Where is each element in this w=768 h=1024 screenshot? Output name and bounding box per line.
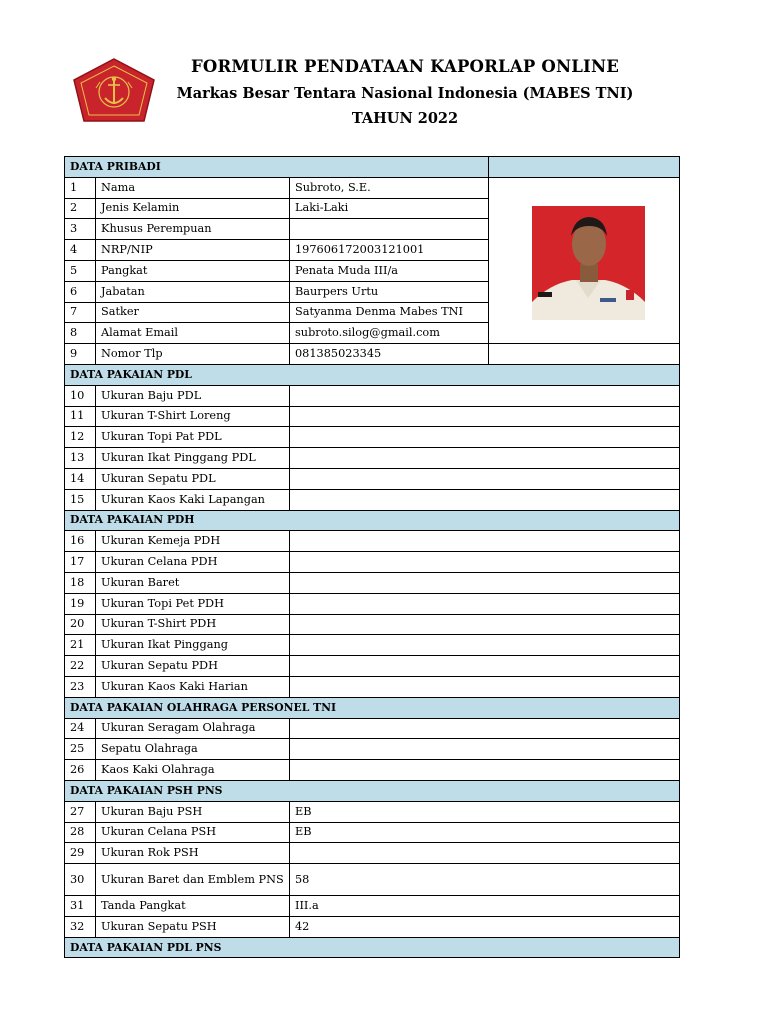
row-number: 9 [65, 344, 96, 365]
row-number: 28 [65, 822, 96, 843]
row-label: Alamat Email [96, 323, 290, 344]
row-value[interactable]: Baurpers Urtu [290, 281, 489, 302]
profile-photo [532, 206, 645, 320]
row-value[interactable] [290, 676, 680, 697]
row-value[interactable] [290, 448, 680, 469]
table-row [65, 593, 680, 614]
row-number: 22 [65, 656, 96, 677]
row-value[interactable]: Satyanma Denma Mabes TNI [290, 302, 489, 323]
row-value[interactable]: 081385023345 [290, 344, 489, 365]
section-title: DATA PAKAIAN OLAHRAGA PERSONEL TNI [65, 697, 680, 718]
row-label: Ukuran Ikat Pinggang PDL [96, 448, 290, 469]
row-value[interactable] [290, 552, 680, 573]
row-number: 2 [65, 198, 96, 219]
row-value[interactable]: subroto.silog@gmail.com [290, 323, 489, 344]
row-label: Tanda Pangkat [96, 896, 290, 917]
row-value[interactable] [290, 739, 680, 760]
row-value[interactable]: 42 [290, 916, 680, 937]
photo-cell [489, 177, 680, 343]
section-header-data-pribadi [65, 157, 680, 178]
row-label: Satker [96, 302, 290, 323]
row-number: 16 [65, 531, 96, 552]
table-row [65, 406, 680, 427]
table-row [65, 656, 680, 677]
row-value[interactable] [290, 718, 680, 739]
section-title: DATA PAKAIAN PDH [65, 510, 680, 531]
form-subtitle: Markas Besar Tentara Nasional Indonesia (MABES TNI) [176, 85, 634, 102]
row-value[interactable]: Penata Muda III/a [290, 260, 489, 281]
section-header-data-pakaian-pdl [65, 364, 680, 385]
row-label: Ukuran Baret dan Emblem PNS [96, 864, 290, 896]
row-label: Pangkat [96, 260, 290, 281]
row-label: NRP/NIP [96, 240, 290, 261]
row-label: Ukuran Celana PDH [96, 552, 290, 573]
row-label: Sepatu Olahraga [96, 739, 290, 760]
row-value[interactable] [290, 468, 680, 489]
row-value[interactable]: EB [290, 801, 680, 822]
section-title: DATA PAKAIAN PDL PNS [65, 937, 680, 958]
row-value[interactable] [290, 427, 680, 448]
row-label: Kaos Kaki Olahraga [96, 760, 290, 781]
table-row [65, 635, 680, 656]
row-number: 25 [65, 739, 96, 760]
row-label: Ukuran Baju PSH [96, 801, 290, 822]
row-label: Ukuran Sepatu PDH [96, 656, 290, 677]
row-label: Ukuran Kemeja PDH [96, 531, 290, 552]
row-number: 13 [65, 448, 96, 469]
table-row [65, 489, 680, 510]
row-label: Ukuran Topi Pet PDH [96, 593, 290, 614]
table-row [65, 760, 680, 781]
row-value[interactable] [290, 531, 680, 552]
row-value[interactable]: 197606172003121001 [290, 240, 489, 261]
row-number: 19 [65, 593, 96, 614]
table-row [65, 177, 680, 198]
row-number: 27 [65, 801, 96, 822]
table-row [65, 896, 680, 917]
table-row [65, 468, 680, 489]
form-title: FORMULIR PENDATAAN KAPORLAP ONLINE [190, 57, 620, 76]
row-number: 7 [65, 302, 96, 323]
row-value[interactable] [290, 406, 680, 427]
row-number: 8 [65, 323, 96, 344]
row-number: 29 [65, 843, 96, 864]
row-label: Nomor Tlp [96, 344, 290, 365]
table-row [65, 614, 680, 635]
section-title: DATA PAKAIAN PSH PNS [65, 780, 680, 801]
row-label: Ukuran Baju PDL [96, 385, 290, 406]
row-label: Ukuran Topi Pat PDL [96, 427, 290, 448]
row-value[interactable]: Laki-Laki [290, 198, 489, 219]
row-value[interactable] [290, 489, 680, 510]
row-number: 10 [65, 385, 96, 406]
row-value[interactable]: 58 [290, 864, 680, 896]
table-row [65, 801, 680, 822]
table-row [65, 427, 680, 448]
row-number: 1 [65, 177, 96, 198]
row-value[interactable] [290, 385, 680, 406]
row-value[interactable] [290, 614, 680, 635]
table-row [65, 531, 680, 552]
section-title: DATA PAKAIAN PDL [65, 364, 680, 385]
form-table [64, 156, 680, 958]
table-row [65, 843, 680, 864]
row-number: 15 [65, 489, 96, 510]
table-row [65, 864, 680, 896]
table-row [65, 448, 680, 469]
row-label: Ukuran T-Shirt Loreng [96, 406, 290, 427]
row-number: 11 [65, 406, 96, 427]
row-value[interactable] [290, 635, 680, 656]
row-value[interactable] [290, 572, 680, 593]
section-header-data-pakaian-olahraga [65, 697, 680, 718]
row-number: 12 [65, 427, 96, 448]
row-number: 26 [65, 760, 96, 781]
table-row [65, 739, 680, 760]
table-row [65, 718, 680, 739]
section-header-blank [489, 157, 680, 178]
table-row [65, 385, 680, 406]
table-row [65, 344, 680, 365]
row-label: Ukuran Ikat Pinggang [96, 635, 290, 656]
row-label: Ukuran Sepatu PDL [96, 468, 290, 489]
row-number: 24 [65, 718, 96, 739]
row-value[interactable] [290, 656, 680, 677]
row-number: 6 [65, 281, 96, 302]
row-label: Ukuran Sepatu PSH [96, 916, 290, 937]
row-number: 23 [65, 676, 96, 697]
row-number: 20 [65, 614, 96, 635]
table-row [65, 676, 680, 697]
row-blank [489, 344, 680, 365]
row-value[interactable]: III.a [290, 896, 680, 917]
section-header-data-pakaian-psh-pns [65, 780, 680, 801]
row-number: 31 [65, 896, 96, 917]
row-number: 4 [65, 240, 96, 261]
row-number: 30 [65, 864, 96, 896]
row-label: Jabatan [96, 281, 290, 302]
row-label: Khusus Perempuan [96, 219, 290, 240]
row-value[interactable] [290, 760, 680, 781]
row-label: Ukuran Baret [96, 572, 290, 593]
row-label: Jenis Kelamin [96, 198, 290, 219]
row-number: 21 [65, 635, 96, 656]
form-year: TAHUN 2022 [351, 110, 459, 127]
section-header-data-pakaian-pdh [65, 510, 680, 531]
row-label: Ukuran Rok PSH [96, 843, 290, 864]
row-value[interactable]: EB [290, 822, 680, 843]
mabes-tni-logo [72, 58, 156, 122]
row-number: 5 [65, 260, 96, 281]
row-number: 17 [65, 552, 96, 573]
table-row [65, 916, 680, 937]
row-value[interactable] [290, 219, 489, 240]
row-value[interactable] [290, 843, 680, 864]
row-number: 18 [65, 572, 96, 593]
row-label: Ukuran Kaos Kaki Harian [96, 676, 290, 697]
row-label: Nama [96, 177, 290, 198]
row-number: 14 [65, 468, 96, 489]
row-number: 32 [65, 916, 96, 937]
section-title: DATA PRIBADI [65, 157, 489, 178]
row-label: Ukuran Kaos Kaki Lapangan [96, 489, 290, 510]
row-value[interactable] [290, 593, 680, 614]
table-row [65, 572, 680, 593]
row-number: 3 [65, 219, 96, 240]
table-row [65, 822, 680, 843]
row-label: Ukuran T-Shirt PDH [96, 614, 290, 635]
row-label: Ukuran Seragam Olahraga [96, 718, 290, 739]
table-row [65, 552, 680, 573]
row-value[interactable]: Subroto, S.E. [290, 177, 489, 198]
section-header-data-pakaian-pdl-pns [65, 937, 680, 958]
row-label: Ukuran Celana PSH [96, 822, 290, 843]
